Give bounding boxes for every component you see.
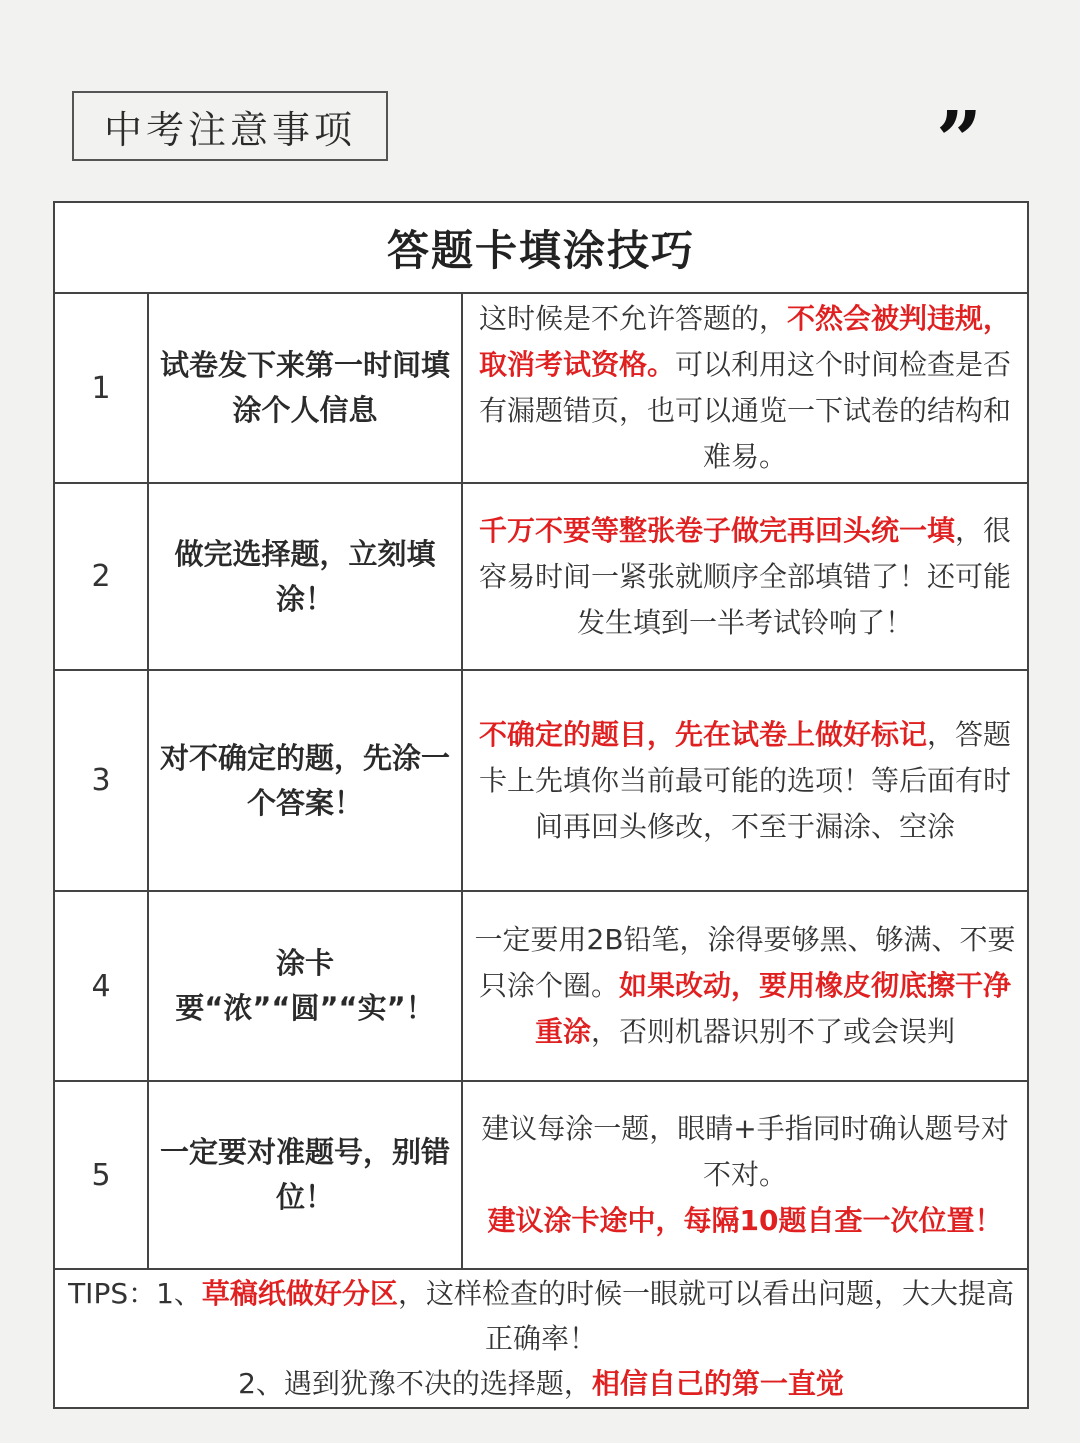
row-number: 1 bbox=[54, 293, 148, 483]
section-header-label: 中考注意事项 bbox=[72, 91, 388, 161]
tips-table bbox=[53, 201, 1029, 1409]
row-number: 5 bbox=[54, 1081, 148, 1269]
tips-segment: ，这样检查的时候一眼就可以看出问题，大大提高正确率！ bbox=[397, 1277, 1014, 1355]
tip-text: 试卷发下来第一时间填涂个人信息 bbox=[148, 293, 462, 483]
tips-segment: TIPS：1、 bbox=[68, 1277, 202, 1310]
detail-segment: 可以利用这个时间检查是否有漏题错页，也可以通览一下试卷的结构和难易。 bbox=[479, 348, 1012, 473]
tip-text: 做完选择题，立刻填涂！ bbox=[148, 483, 462, 670]
detail-highlight: 如果改动，要用橡皮彻底擦干净重涂 bbox=[535, 969, 1012, 1048]
detail-segment: 建议每涂一题，眼睛+手指同时确认题号对不对。 bbox=[481, 1112, 1009, 1191]
tips-footer bbox=[54, 1269, 1028, 1408]
quote-mark-icon: ” bbox=[936, 93, 983, 187]
detail-segment: 这时候是不允许答题的， bbox=[479, 302, 788, 335]
detail-highlight: 不然会被判违规，取消考试资格。 bbox=[479, 302, 1012, 381]
table-row bbox=[54, 1081, 1028, 1269]
tips-highlight: 草稿纸做好分区 bbox=[201, 1277, 398, 1310]
tip-text: 一定要对准题号，别错位！ bbox=[148, 1081, 462, 1269]
table-row bbox=[54, 483, 1028, 670]
table-title-row bbox=[54, 202, 1028, 293]
detail-text bbox=[462, 891, 1028, 1081]
table-row bbox=[54, 293, 1028, 483]
detail-segment: ，很容易时间一紧张就顺序全部填错了！还可能发生填到一半考试铃响了！ bbox=[479, 513, 1012, 639]
tip-text: 对不确定的题，先涂一个答案！ bbox=[148, 670, 462, 891]
detail-text bbox=[462, 1081, 1028, 1269]
tips-segment: 2、遇到犹豫不决的选择题， bbox=[238, 1367, 592, 1400]
tips-highlight: 相信自己的第一直觉 bbox=[591, 1367, 844, 1400]
row-number: 3 bbox=[54, 670, 148, 891]
detail-text bbox=[462, 483, 1028, 670]
row-number: 2 bbox=[54, 483, 148, 670]
table-row bbox=[54, 891, 1028, 1081]
detail-segment: 一定要用2B铅笔，涂得要够黑、够满、不要只涂个圈。 bbox=[474, 923, 1016, 1002]
tips-footer-row bbox=[54, 1269, 1028, 1408]
row-number: 4 bbox=[54, 891, 148, 1081]
detail-highlight: 千万不要等整张卷子做完再回头统一填 bbox=[479, 513, 956, 547]
detail-segment: ，答题卡上先填你当前最可能的选项！等后面有时间再回头修改，不至于漏涂、空涂 bbox=[479, 717, 1012, 843]
table-title: 答题卡填涂技巧 bbox=[54, 202, 1028, 293]
tip-text: 涂卡要“浓”“圆”“实”！ bbox=[148, 891, 462, 1081]
detail-text bbox=[462, 670, 1028, 891]
table-row bbox=[54, 670, 1028, 891]
detail-text bbox=[462, 293, 1028, 483]
detail-highlight: 建议涂卡途中，每隔10题自查一次位置！ bbox=[487, 1204, 1003, 1237]
detail-highlight: 不确定的题目，先在试卷上做好标记 bbox=[479, 717, 928, 751]
detail-segment: ，否则机器识别不了或会误判 bbox=[591, 1015, 956, 1048]
